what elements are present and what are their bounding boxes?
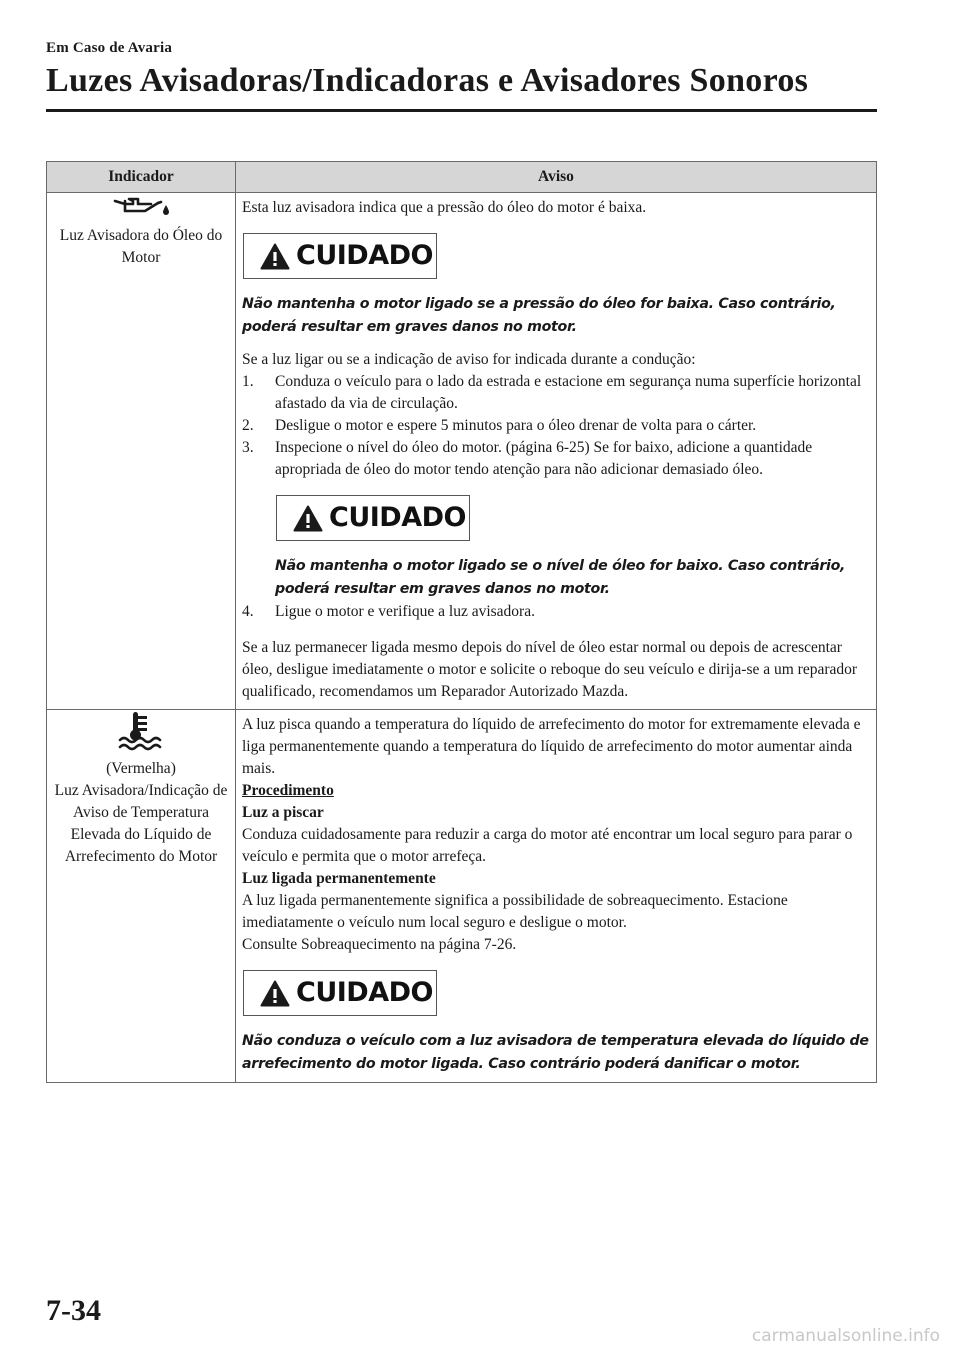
list-item [242,601,870,623]
steps-list [242,601,870,623]
caution-text: Não mantenha o motor ligado se o nível de óleo for baixo. Caso contrário, poderá resultar em graves danos no motor. [275,558,846,597]
caution-label: CUIDADO [329,502,466,533]
list-item [242,437,870,481]
indicator-cell [47,710,236,1083]
column-header-indicator: Indicador [47,162,236,193]
section-label: Em Caso de Avaria [46,40,173,56]
warning-lead: Se a luz ligar ou se a indicação de aviso for indicada durante a condução: [242,351,696,368]
warning-cell [236,193,877,710]
warning-triangle-icon [260,980,290,1007]
caution-badge [243,233,437,279]
warning-triangle-icon [293,505,323,532]
step-number: 3. [242,439,254,456]
nested-caution [275,495,870,601]
step-text: Conduza o veículo para o lado da estrada e estacione em segurança numa superfície horizontal afastado da via de circulação. [275,373,862,412]
indicator-label: Luz Avisadora do Óleo do Motor [59,227,223,266]
step-number: 4. [242,603,254,620]
table-row [47,710,877,1083]
step-text: Ligue o motor e verifique a luz avisadora. [275,603,535,620]
caution-label: CUIDADO [296,240,433,271]
caution-badge [276,495,470,541]
caution-badge [243,970,437,1016]
caution-text: Não mantenha o motor ligado se a pressão do óleo for baixa. Caso contrário, poderá resultar em graves danos no motor. [242,296,836,335]
steps-list [242,371,870,481]
list-item [242,371,870,415]
step-text: Inspecione o nível do óleo do motor. (página 6-25) Se for baixo, adicione a quantidade apropriada de óleo do motor tendo atenção para não adicionar demasiado óleo. [275,439,813,478]
caution-text: Não conduza o veículo com a luz avisadora de temperatura elevada do líquido de arrefecimento do motor ligada. Caso contrário poderá danificar o motor. [242,1033,869,1072]
step-number: 1. [242,373,254,390]
watermark[interactable]: carmanualsonline.info [751,1326,940,1346]
blink-heading: Luz a piscar [242,804,324,821]
on-text: A luz ligada permanentemente significa a possibilidade de sobreaquecimento. Estacione imediatamente o veículo num local seguro e desligue o motor. [242,892,788,931]
page-title: Luzes Avisadoras/Indicadoras e Avisadores Sonoros [46,62,809,99]
warning-closing: Se a luz permanecer ligada mesmo depois do nível de óleo estar normal ou depois de acrescentar óleo, desligue imediatamente o motor e solicite o reboque do seu veículo e dirija-se a um reparador qualificado, recomendamos um Reparador Autorizado Mazda. [242,639,858,700]
step-number: 2. [242,417,254,434]
oil-pressure-icon [111,193,171,219]
refer-text: Consulte Sobreaquecimento na página 7-26. [242,936,517,953]
warning-lights-table [46,161,877,1083]
procedure-heading: Procedimento [242,782,334,799]
on-heading: Luz ligada permanentemente [242,870,436,887]
caution-label: CUIDADO [296,977,433,1008]
blink-text: Conduza cuidadosamente para reduzir a carga do motor até encontrar um local seguro para parar o veículo e permita que o motor arrefeça. [242,826,853,865]
indicator-cell [47,193,236,710]
column-header-warning: Aviso [236,162,877,193]
list-item [242,415,870,437]
warning-cell [236,710,877,1083]
step-text: Desligue o motor e espere 5 minutos para o óleo drenar de volta para o cárter. [275,417,757,434]
title-divider [46,109,877,112]
coolant-temperature-icon [116,710,166,752]
indicator-color: (Vermelha) [106,760,176,777]
table-header-row [47,162,877,193]
warning-intro: Esta luz avisadora indica que a pressão do óleo do motor é baixa. [242,199,647,216]
warning-intro: A luz pisca quando a temperatura do líquido de arrefecimento do motor for extremamente elevada e liga permanentemente quando a temperatura do líquido de arrefecimento do motor aumentar ainda mais. [242,716,861,777]
warning-triangle-icon [260,243,290,270]
page-number: 7-34 [46,1294,101,1327]
indicator-label: Luz Avisadora/Indicação de Aviso de Temperatura Elevada do Líquido de Arrefecimento do Motor [54,782,228,865]
table-row [47,193,877,710]
